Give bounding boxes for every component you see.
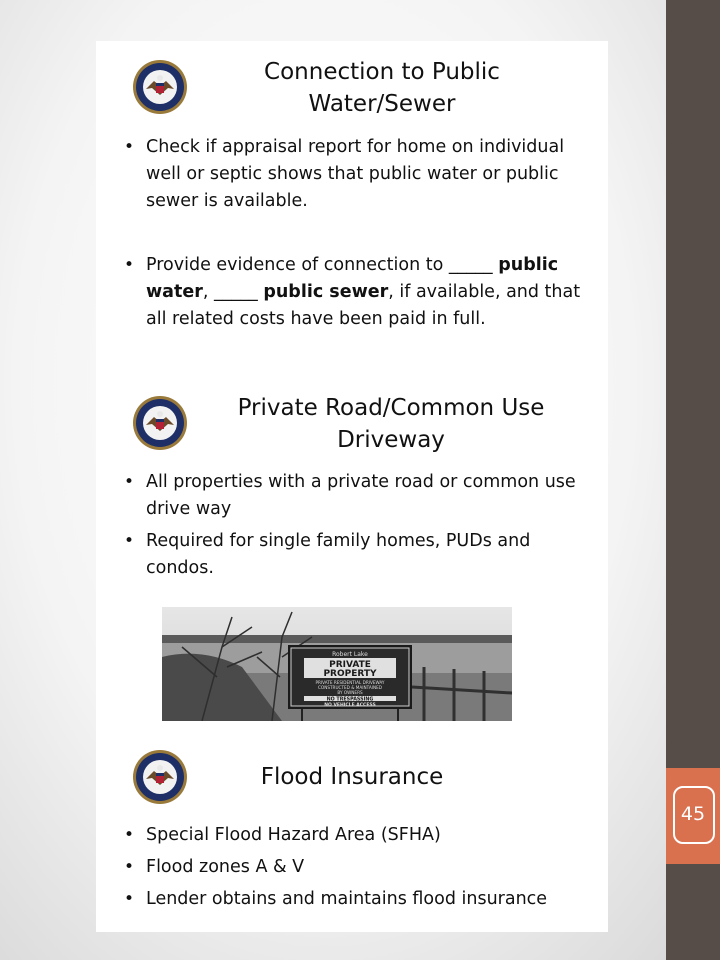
sign-text: NO TRESPASSING xyxy=(326,697,374,703)
section-title-private-road: Private Road/Common Use Driveway xyxy=(237,395,545,453)
section-title-water-sewer: Connection to Public Water/Sewer xyxy=(264,59,500,117)
page-number: 45 xyxy=(680,803,706,825)
section-title-flood-insurance: Flood Insurance xyxy=(260,764,444,790)
sign-text: Robert Lake xyxy=(332,651,368,658)
sign-text: PRIVATE RESIDENTIAL DRIVEWAY xyxy=(315,680,385,685)
list-item: • Check if appraisal report for home on individual well or septic shows that public water or public sewer is available. xyxy=(124,134,584,215)
sign-text: BY OWNERS xyxy=(337,690,363,695)
document-page xyxy=(96,41,608,932)
list-item: • Lender obtains and maintains flood insurance xyxy=(124,886,584,913)
flood-bullets xyxy=(124,822,584,913)
sign-text: NO VEHICLE ACCESS xyxy=(324,703,376,708)
sign-text: PRIVATE xyxy=(329,660,371,670)
list-item: • Flood zones A & V xyxy=(124,854,584,881)
list-item: • All properties with a private road or common use drive way xyxy=(124,469,584,523)
list-item: • Special Flood Hazard Area (SFHA) xyxy=(124,822,584,849)
va-seal-icon xyxy=(132,59,188,115)
list-item: • Required for single family homes, PUDs and condos. xyxy=(124,528,584,582)
sign-text: CONSTRUCTED & MAINTAINED xyxy=(317,685,383,690)
private-property-photo xyxy=(162,607,512,721)
water-sewer-bullets xyxy=(124,134,584,333)
va-seal-icon xyxy=(132,749,188,805)
private-property-sign-image xyxy=(162,607,512,721)
sign-text: PROPERTY xyxy=(323,669,377,679)
private-road-bullets xyxy=(124,469,584,582)
va-seal-icon xyxy=(132,395,188,451)
list-item: • Provide evidence of connection to _____ public water, _____ public sewer, if available, and that all related costs have been paid in full. xyxy=(124,252,584,333)
